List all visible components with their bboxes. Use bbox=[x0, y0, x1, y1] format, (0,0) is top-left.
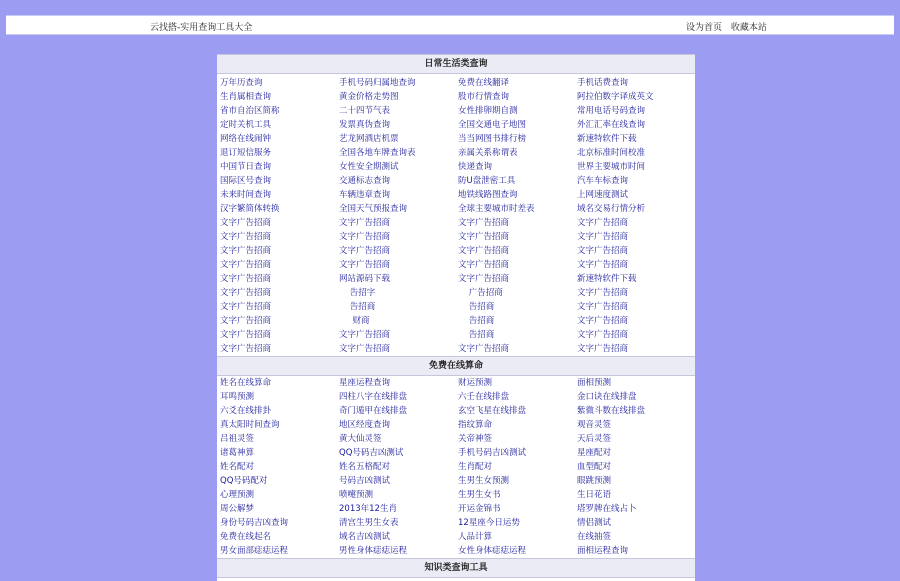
tool-link[interactable]: 域名交易行情分析 bbox=[577, 204, 646, 214]
tool-link[interactable]: 男性身体痣痣运程 bbox=[339, 546, 408, 556]
tool-link[interactable]: 生肖配对 bbox=[458, 462, 493, 472]
tool-link[interactable]: 网络在线闹钟 bbox=[220, 134, 272, 144]
tool-link[interactable]: 新速特软件下载 bbox=[577, 134, 637, 144]
section-header-daily-life: 日常生活类查询 bbox=[217, 54, 695, 74]
tool-link[interactable]: 文字广告招商 bbox=[458, 344, 510, 354]
tool-link[interactable]: 告招商 bbox=[458, 302, 495, 312]
tool-link[interactable]: 汽车车标查询 bbox=[577, 176, 629, 186]
tool-link[interactable]: 文字广告招商 bbox=[577, 218, 629, 228]
tool-link[interactable]: 文字广告招商 bbox=[339, 218, 391, 228]
tool-link[interactable]: 地铁线路图查询 bbox=[458, 190, 518, 200]
tool-link[interactable]: 生日花语 bbox=[577, 490, 612, 500]
tool-link[interactable]: 常用电话号码查询 bbox=[577, 106, 646, 116]
tool-link[interactable]: 文字广告招商 bbox=[220, 246, 272, 256]
tool-link[interactable]: 2013年12生肖 bbox=[339, 504, 397, 514]
section-header-knowledge: 知识类查询工具 bbox=[217, 558, 695, 578]
bookmark-link[interactable]: 收藏本站 bbox=[730, 23, 767, 33]
tool-link[interactable]: 女性排卵期自测 bbox=[458, 106, 518, 116]
tool-link[interactable]: 文字广告招商 bbox=[339, 344, 391, 354]
tool-link[interactable]: 万年历查询 bbox=[220, 78, 263, 88]
tool-link[interactable]: 全国交通电子地图 bbox=[458, 120, 527, 130]
tool-link[interactable]: 文字广告招商 bbox=[220, 232, 272, 242]
tool-link[interactable]: 全国各地车牌查询表 bbox=[339, 148, 416, 158]
tool-link[interactable]: 手机话费查询 bbox=[577, 78, 629, 88]
tool-link[interactable]: 中国节日查询 bbox=[220, 162, 272, 172]
section-header-fortune: 免费在线算命 bbox=[217, 356, 695, 376]
tool-link[interactable]: 塔罗牌在线占卜 bbox=[577, 504, 637, 514]
tool-link[interactable]: 手机号码归属地查询 bbox=[339, 78, 416, 88]
tool-link[interactable]: 发票真伪查询 bbox=[339, 120, 391, 130]
tool-link[interactable]: 六壬在线排盘 bbox=[458, 392, 510, 402]
tool-link[interactable]: 观音灵签 bbox=[577, 420, 612, 430]
tool-link[interactable]: QQ号码配对 bbox=[220, 476, 268, 486]
tool-link[interactable]: 黄大仙灵签 bbox=[339, 434, 382, 444]
tool-link[interactable]: 告招字 bbox=[339, 288, 376, 298]
tool-link[interactable]: 广告招商 bbox=[458, 288, 503, 298]
tool-link[interactable]: 在线抽签 bbox=[577, 532, 612, 542]
tool-link[interactable]: 车辆违章查询 bbox=[339, 190, 391, 200]
tool-link[interactable]: 文字广告招商 bbox=[220, 302, 272, 312]
tool-link[interactable]: 文字广告招商 bbox=[577, 232, 629, 242]
tool-link[interactable]: 真太阳时间查询 bbox=[220, 420, 280, 430]
tool-link[interactable]: 文字广告招商 bbox=[339, 246, 391, 256]
tool-link[interactable]: 心理预测 bbox=[220, 490, 255, 500]
tool-link[interactable]: 财运预测 bbox=[458, 378, 493, 388]
tool-link[interactable]: 金口诀在线排盘 bbox=[577, 392, 637, 402]
tool-link[interactable]: 上网速度测试 bbox=[577, 190, 629, 200]
main-panel bbox=[217, 54, 695, 581]
tool-link[interactable]: 血型配对 bbox=[577, 462, 612, 472]
tool-link[interactable]: 文字广告招商 bbox=[577, 302, 629, 312]
tool-link[interactable]: 地区经度查询 bbox=[339, 420, 391, 430]
tool-link[interactable]: 眼跳预测 bbox=[577, 476, 612, 486]
set-homepage-link[interactable]: 设为首页 bbox=[686, 23, 723, 33]
tool-link[interactable]: 耳鸣预测 bbox=[220, 392, 255, 402]
tool-link[interactable]: 文字广告招商 bbox=[577, 288, 629, 298]
tool-link[interactable]: 生肖属相查询 bbox=[220, 92, 272, 102]
tool-link[interactable]: 免费在线起名 bbox=[220, 532, 272, 542]
tool-link[interactable]: 指纹算命 bbox=[458, 420, 493, 430]
tool-link[interactable]: 世界主要城市时间 bbox=[577, 162, 646, 172]
tool-link[interactable]: 黄金价格走势图 bbox=[339, 92, 399, 102]
tool-link[interactable]: 女性身体痣痣运程 bbox=[458, 546, 527, 556]
tool-link[interactable]: 交通标志查询 bbox=[339, 176, 391, 186]
tool-link[interactable]: 文字广告招商 bbox=[458, 274, 510, 284]
tool-link[interactable]: 12星座今日运势 bbox=[458, 518, 520, 528]
tool-link[interactable]: 文字广告招商 bbox=[220, 260, 272, 270]
tool-link[interactable]: 二十四节气表 bbox=[339, 106, 391, 116]
tool-link[interactable]: 告招商 bbox=[458, 316, 495, 326]
tool-link[interactable]: 姓名五格配对 bbox=[339, 462, 391, 472]
tool-link[interactable]: 身份号码吉凶查询 bbox=[220, 518, 289, 528]
tool-link[interactable]: 号码吉凶测试 bbox=[339, 476, 391, 486]
tool-link[interactable]: 阿拉伯数字译成英文 bbox=[577, 92, 654, 102]
tool-link[interactable]: 面相预测 bbox=[577, 378, 612, 388]
tool-link[interactable]: 省市自治区简称 bbox=[220, 106, 280, 116]
tool-link[interactable]: 星座运程查询 bbox=[339, 378, 391, 388]
tool-link[interactable]: 女性安全期测试 bbox=[339, 162, 399, 172]
tool-link[interactable]: 文字广告招商 bbox=[458, 246, 510, 256]
tool-link[interactable]: 关帝神签 bbox=[458, 434, 493, 444]
tool-link[interactable]: 定时关机工具 bbox=[220, 120, 272, 130]
top-bar bbox=[6, 15, 894, 35]
tool-link[interactable]: 姓名配对 bbox=[220, 462, 255, 472]
tool-link[interactable]: 文字广告招商 bbox=[220, 330, 272, 340]
tool-link[interactable]: 天后灵签 bbox=[577, 434, 612, 444]
tool-link[interactable]: 面相运程查询 bbox=[577, 546, 629, 556]
tool-link[interactable]: 未来时间查询 bbox=[220, 190, 272, 200]
tool-link[interactable]: 文字广告招商 bbox=[220, 344, 272, 354]
tool-link[interactable]: 情侣测试 bbox=[577, 518, 612, 528]
tool-link[interactable]: 周公解梦 bbox=[220, 504, 255, 514]
tool-link[interactable]: 文字广告招商 bbox=[339, 330, 391, 340]
tool-link[interactable]: QQ号码吉凶测试 bbox=[339, 448, 404, 458]
tool-link[interactable]: 文字广告招商 bbox=[577, 316, 629, 326]
tool-link[interactable]: 防U盘泄密工具 bbox=[458, 176, 516, 186]
tool-link[interactable]: 快递查询 bbox=[458, 162, 493, 172]
tool-link[interactable]: 告招商 bbox=[339, 302, 376, 312]
tool-link[interactable]: 文字广告招商 bbox=[220, 316, 272, 326]
tool-link[interactable]: 玄空飞星在线排盘 bbox=[458, 406, 527, 416]
tool-link[interactable]: 文字广告招商 bbox=[339, 260, 391, 270]
tool-link[interactable]: 紫微斗数在线排盘 bbox=[577, 406, 646, 416]
fortune-tool-grid bbox=[220, 376, 692, 558]
tool-link[interactable]: 域名吉凶测试 bbox=[339, 532, 391, 542]
tool-link[interactable]: 姓名在线算命 bbox=[220, 378, 272, 388]
tool-link[interactable]: 新速特软件下载 bbox=[577, 274, 637, 284]
tool-link[interactable]: 北京标准时间校准 bbox=[577, 148, 646, 158]
tool-link[interactable]: 股市行情查询 bbox=[458, 92, 510, 102]
tool-link[interactable]: 文字广告招商 bbox=[458, 232, 510, 242]
tool-link[interactable]: 外汇汇率在线查询 bbox=[577, 120, 646, 130]
tool-link[interactable]: 国际区号查询 bbox=[220, 176, 272, 186]
tool-link[interactable]: 文字广告招商 bbox=[339, 232, 391, 242]
tool-link[interactable]: 网站源码下载 bbox=[339, 274, 391, 284]
tool-link[interactable]: 文字广告招商 bbox=[220, 274, 272, 284]
tool-link[interactable]: 清宫生男生女表 bbox=[339, 518, 399, 528]
tool-link[interactable]: 男女面部痣痣运程 bbox=[220, 546, 289, 556]
tool-link[interactable]: 文字广告招商 bbox=[220, 288, 272, 298]
daily-life-tool-grid bbox=[220, 76, 692, 356]
tool-link[interactable]: 退订短信服务 bbox=[220, 148, 272, 158]
tool-link[interactable]: 文字广告招商 bbox=[577, 344, 629, 354]
tool-link[interactable]: 当当网图书排行榜 bbox=[458, 134, 527, 144]
top-links bbox=[686, 20, 773, 33]
tool-link[interactable]: 四柱八字在线排盘 bbox=[339, 392, 408, 402]
tool-link[interactable]: 生男生女预测 bbox=[458, 476, 510, 486]
tool-link[interactable]: 开运金锦书 bbox=[458, 504, 501, 514]
tool-link[interactable]: 免费在线翻译 bbox=[458, 78, 510, 88]
tool-link[interactable]: 文字广告招商 bbox=[577, 246, 629, 256]
tool-link[interactable]: 文字广告招商 bbox=[220, 218, 272, 228]
site-title[interactable]: 云找搭-实用查询工具大全 bbox=[150, 23, 253, 33]
tool-link[interactable]: 奇门遁甲在线排盘 bbox=[339, 406, 408, 416]
tool-link[interactable]: 告招商 bbox=[458, 330, 495, 340]
tool-link[interactable]: 诸葛神算 bbox=[220, 448, 255, 458]
tool-link[interactable]: 生男生女书 bbox=[458, 490, 501, 500]
tool-link[interactable]: 人品计算 bbox=[458, 532, 493, 542]
tool-link[interactable]: 汉字繁简体转换 bbox=[220, 204, 280, 214]
tool-link[interactable]: 六爻在线排卦 bbox=[220, 406, 272, 416]
tool-link[interactable]: 手机号码吉凶测试 bbox=[458, 448, 527, 458]
tool-link[interactable]: 亲属关系称谓表 bbox=[458, 148, 518, 158]
tool-link[interactable]: 文字广告招商 bbox=[458, 218, 510, 228]
tool-link[interactable]: 吕祖灵签 bbox=[220, 434, 255, 444]
tool-link[interactable]: 全球主要城市时差表 bbox=[458, 204, 535, 214]
tool-link[interactable]: 艺龙网酒店机票 bbox=[339, 134, 399, 144]
tool-link[interactable]: 财商 bbox=[339, 316, 370, 326]
tool-link[interactable]: 文字广告招商 bbox=[577, 260, 629, 270]
tool-link[interactable]: 文字广告招商 bbox=[577, 330, 629, 340]
tool-link[interactable]: 喷嚏预测 bbox=[339, 490, 374, 500]
tool-link[interactable]: 文字广告招商 bbox=[458, 260, 510, 270]
tool-link[interactable]: 星座配对 bbox=[577, 448, 612, 458]
tool-link[interactable]: 全国天气预报查询 bbox=[339, 204, 408, 214]
